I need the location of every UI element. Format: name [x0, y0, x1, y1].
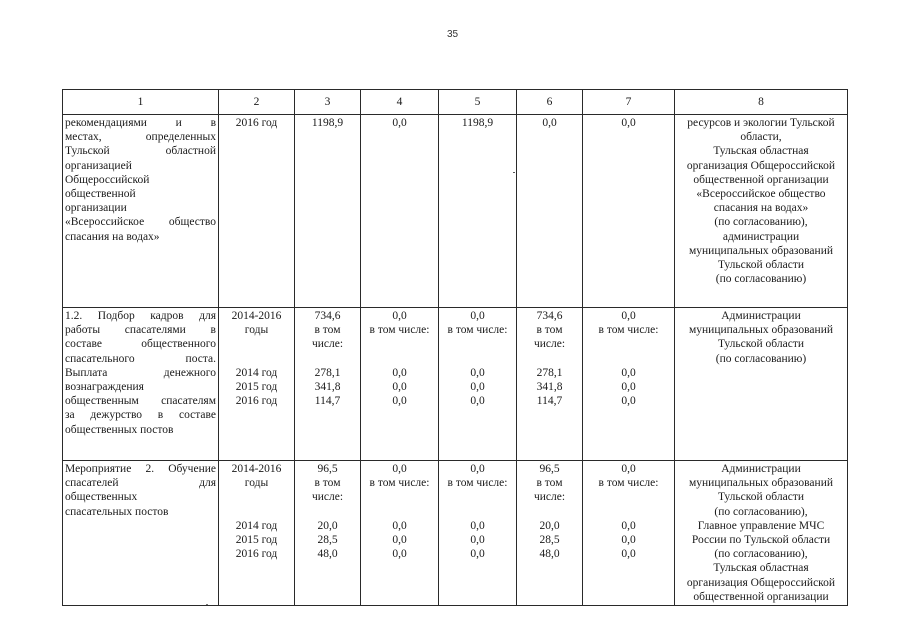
cell-line: составе общественного: [65, 338, 216, 351]
cell-line: Главное управление МЧС: [697, 519, 825, 532]
cell-line: 0,0: [392, 380, 407, 393]
cell-line: 0,0: [392, 310, 407, 322]
cell-line: в том: [536, 324, 563, 337]
cell-line: 0,0: [621, 395, 636, 408]
cell-line: 0,0: [470, 533, 485, 546]
cell-line: вознаграждения: [65, 381, 144, 394]
cell-line: рекомендациями и в: [65, 117, 216, 129]
cell-line: числе:: [533, 491, 566, 504]
cell-line: 0,0: [621, 310, 636, 322]
cell-line: за дежурство в составе: [65, 409, 216, 422]
col-header-3: 3: [295, 90, 361, 115]
cell-line: 48,0: [539, 548, 560, 561]
cell-line: в том числе:: [447, 477, 508, 490]
cell-line: (по согласованию),: [714, 505, 808, 518]
blank-line: [441, 337, 514, 351]
cell-line: Выплата денежного: [65, 366, 216, 379]
cell-line: спасательного поста.: [65, 352, 216, 365]
col-header-2: 2: [219, 90, 295, 115]
cell-line: 0,0: [621, 548, 636, 561]
cell-line: 734,6: [314, 310, 341, 322]
cell-line: Общероссийской: [65, 173, 150, 186]
cell-line: (по согласованию),: [714, 216, 808, 229]
cell-federal-budget: [361, 115, 439, 308]
cell-line: в том: [314, 477, 341, 490]
cell-line: общественных: [65, 491, 138, 504]
cell-line: «Всероссийское общество: [65, 216, 216, 229]
col-header-7: 7: [583, 90, 675, 115]
cell-line: в том числе:: [369, 477, 430, 490]
cell-line: организация Общероссийской: [686, 576, 836, 589]
cell-description: [63, 115, 219, 308]
cell-line: 2014-2016: [231, 310, 282, 322]
cell-description: [63, 308, 219, 461]
blank-line: [585, 505, 672, 519]
cell-line: 48,0: [317, 548, 338, 561]
cell-total: [295, 461, 361, 606]
table-row: [63, 461, 848, 606]
cell-line: 0,0: [392, 366, 407, 379]
cell-line: в том числе:: [598, 477, 659, 490]
blank-line: [297, 352, 358, 366]
cell-line: 114,7: [314, 395, 341, 408]
cell-line: 28,5: [317, 534, 338, 546]
cell-line: общественной организации: [693, 173, 829, 186]
blank-line: [221, 505, 292, 519]
cell-line: 2014 год: [235, 519, 278, 532]
cell-line: 734,6: [536, 310, 563, 322]
col-header-8: 8: [675, 90, 848, 115]
cell-line: 20,0: [317, 519, 338, 532]
cell-line: муниципальных образований: [688, 477, 834, 490]
blank-line: [441, 490, 514, 504]
cell-federal-budget: [361, 461, 439, 606]
cell-line: 0,0: [392, 548, 407, 561]
cell-line: 1198,9: [311, 117, 344, 129]
cell-responsible: [675, 461, 848, 606]
cell-line: Тульская областная: [713, 145, 809, 158]
cell-federal-budget: [361, 308, 439, 461]
cell-line: Тульской области: [717, 491, 804, 504]
col-header-4: 4: [361, 90, 439, 115]
blank-line: [363, 505, 436, 519]
cell-line: (по согласованию): [715, 273, 807, 286]
cell-line: 2014 год: [235, 366, 278, 379]
cell-line: годы: [244, 324, 269, 337]
cell-line: 278,1: [536, 366, 563, 379]
cell-line: 341,8: [536, 381, 563, 393]
blank-line: [441, 352, 514, 366]
cell-local-budget: [517, 115, 583, 308]
measures-table: [62, 89, 848, 606]
cell-line: числе:: [311, 338, 344, 351]
cell-line: организации: [65, 202, 127, 215]
cell-line: ресурсов и экологии Тульской: [687, 117, 835, 129]
cell-line: 28,5: [539, 534, 560, 546]
cell-line: работы спасателями в: [65, 324, 216, 337]
cell-period: [219, 115, 295, 308]
cell-line: 2015 год: [235, 533, 278, 546]
cell-line: Тульской области: [717, 338, 804, 351]
cell-line: спасания на водах»: [713, 202, 809, 215]
cell-line: общественной организации: [693, 590, 829, 603]
cell-line: в том числе:: [598, 324, 659, 337]
cell-line: 2016 год: [235, 548, 278, 561]
col-header-1: 1: [63, 90, 219, 115]
blank-line: [585, 490, 672, 504]
blank-line: [363, 352, 436, 366]
cell-description: [63, 461, 219, 606]
header-row: [63, 90, 848, 115]
cell-local-budget: [517, 461, 583, 606]
cell-line: в том: [314, 324, 341, 337]
cell-line: 0,0: [470, 463, 485, 475]
cell-line: 0,0: [470, 380, 485, 393]
cell-line: администрации: [722, 230, 800, 243]
cell-line: 0,0: [470, 395, 485, 408]
scan-speck: [206, 604, 208, 605]
cell-line: 0,0: [470, 366, 485, 379]
cell-line: Тульская областная: [713, 562, 809, 575]
blank-line: [221, 337, 292, 351]
cell-line: 2014-2016: [231, 463, 282, 475]
cell-total: [295, 308, 361, 461]
cell-period: [219, 461, 295, 606]
col-header-6: 6: [517, 90, 583, 115]
blank-line: [297, 505, 358, 519]
cell-line: области,: [740, 131, 782, 144]
cell-line: 96,5: [539, 463, 560, 475]
cell-total: [295, 115, 361, 308]
cell-line: 0,0: [621, 463, 636, 475]
cell-line: общественным спасателям: [65, 395, 216, 408]
cell-line: 1.2. Подбор кадров для: [65, 310, 216, 322]
cell-line: 0,0: [470, 519, 485, 532]
cell-line: 96,5: [317, 463, 338, 475]
cell-line: 20,0: [539, 519, 560, 532]
cell-line: 341,8: [314, 381, 341, 393]
cell-line: 0,0: [392, 533, 407, 546]
cell-line: муниципальных образований: [688, 324, 834, 337]
cell-line: 0,0: [621, 117, 636, 129]
blank-line: [519, 505, 580, 519]
scan-speck: [513, 172, 515, 173]
cell-line: числе:: [533, 338, 566, 351]
cell-extrabudgetary: [583, 308, 675, 461]
cell-line: 0,0: [621, 533, 636, 546]
cell-regional-budget: [439, 115, 517, 308]
cell-line: Мероприятие 2. Обучение: [65, 463, 216, 475]
cell-regional-budget: [439, 308, 517, 461]
cell-line: 0,0: [621, 380, 636, 393]
blank-line: [519, 352, 580, 366]
cell-line: спасательных постов: [65, 505, 169, 518]
blank-line: [363, 490, 436, 504]
cell-line: годы: [244, 477, 269, 490]
cell-line: Администрации: [721, 463, 801, 475]
cell-line: в том числе:: [447, 324, 508, 337]
cell-line: общественной: [65, 188, 136, 201]
cell-regional-budget: [439, 461, 517, 606]
cell-line: 0,0: [392, 519, 407, 532]
cell-line: организацией: [65, 159, 132, 172]
blank-line: [585, 337, 672, 351]
cell-line: числе:: [311, 491, 344, 504]
cell-line: 0,0: [470, 310, 485, 322]
cell-extrabudgetary: [583, 115, 675, 308]
cell-line: 0,0: [621, 519, 636, 532]
blank-line: [221, 490, 292, 504]
table-row: [63, 115, 848, 308]
cell-line: (по согласованию): [715, 352, 807, 365]
blank-line: [585, 352, 672, 366]
cell-line: муниципальных образований: [688, 244, 834, 257]
cell-line: спасателей для: [65, 477, 216, 490]
cell-line: 0,0: [621, 366, 636, 379]
cell-period: [219, 308, 295, 461]
cell-line: (по согласованию),: [714, 548, 808, 561]
cell-local-budget: [517, 308, 583, 461]
cell-line: 114,7: [536, 395, 563, 408]
cell-line: Администрации: [721, 310, 801, 322]
cell-line: 2016 год: [235, 395, 278, 408]
cell-line: 0,0: [542, 117, 557, 129]
cell-line: общественных постов: [65, 423, 174, 436]
cell-line: 1198,9: [461, 117, 494, 129]
cell-line: Тульской областной: [65, 145, 216, 158]
blank-line: [363, 337, 436, 351]
cell-line: 0,0: [470, 548, 485, 561]
cell-line: 0,0: [392, 117, 407, 129]
cell-line: местах, определенных: [65, 131, 216, 144]
cell-line: 278,1: [314, 366, 341, 379]
cell-line: 2016 год: [235, 117, 278, 129]
cell-line: в том: [536, 477, 563, 490]
cell-line: Тульской области: [717, 259, 804, 272]
cell-line: России по Тульской области: [691, 534, 831, 547]
col-header-5: 5: [439, 90, 517, 115]
blank-line: [441, 505, 514, 519]
cell-responsible: [675, 115, 848, 308]
cell-line: 0,0: [392, 463, 407, 475]
page-number: 35: [446, 29, 459, 40]
cell-line: спасания на водах»: [65, 230, 160, 243]
cell-line: 2015 год: [235, 380, 278, 393]
cell-extrabudgetary: [583, 461, 675, 606]
cell-responsible: [675, 308, 848, 461]
cell-line: организация Общероссийской: [686, 159, 836, 172]
blank-line: [221, 352, 292, 366]
cell-line: «Всероссийское общество: [696, 188, 826, 201]
cell-line: 0,0: [392, 395, 407, 408]
cell-line: в том числе:: [369, 324, 430, 337]
table-row: [63, 308, 848, 461]
